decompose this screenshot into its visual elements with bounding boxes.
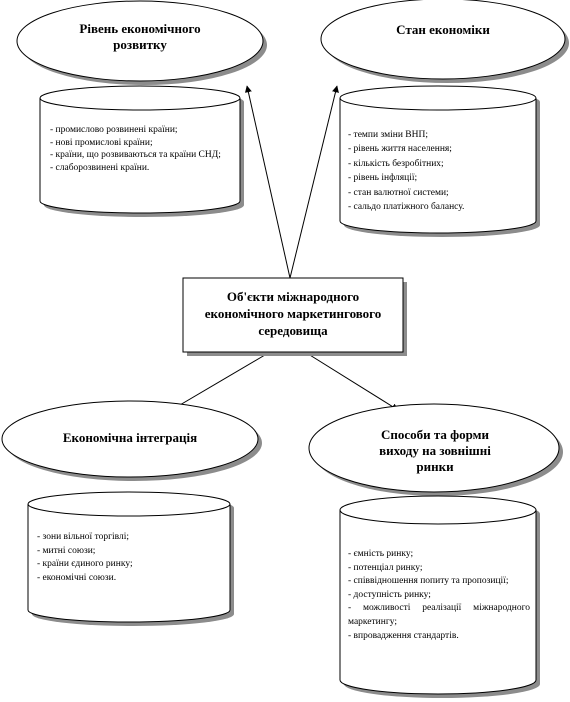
list-item: - слаборозвинені країни. (50, 162, 150, 173)
ellipse-state (321, 0, 565, 79)
list-item: - промислово розвинені країни; (50, 125, 178, 135)
list-item: - митні союзи; (37, 545, 96, 556)
state-title: Стан економіки (396, 22, 490, 37)
state-list (348, 128, 530, 214)
arrow-to-level (247, 86, 290, 278)
arrow-to-integration (168, 352, 270, 412)
list-item: - країни, що розвиваються та країни СНД; (50, 150, 221, 161)
integration-list (37, 531, 223, 585)
list-item: - кількість безробітних; (348, 158, 444, 169)
list-item: - стан валютної системи; (348, 187, 449, 198)
list-item: - економічні союзи. (37, 572, 117, 583)
list-item: - темпи зміни ВНП; (348, 130, 428, 140)
list-item: - впровадження стандартів. (348, 630, 459, 641)
arrow-to-ways (305, 352, 398, 410)
list-item: - рівень життя населення; (348, 144, 452, 155)
arrow-to-state (290, 86, 337, 278)
integration-title: Економічна інтеграція (62, 430, 198, 445)
level-title: Рівень економічного розвитку (79, 21, 201, 52)
list-item: - можливості реалізації міжнародного маркетингу; (348, 603, 530, 627)
list-item: - сальдо платіжного балансу. (348, 202, 465, 213)
list-item: - співвідношення попиту та пропозиції; (348, 576, 509, 587)
list-item: - ємність ринку; (348, 549, 414, 559)
list-item: - доступність ринку; (348, 589, 431, 600)
list-item: - країни єдиного ринку; (37, 559, 133, 569)
ways-title: Способи та форми виходу на зовнішні ринки (379, 427, 491, 474)
level-list (50, 124, 232, 174)
list-item: - рівень інфляції; (348, 173, 418, 184)
center-title: Об'єкти міжнародного економічного маркетингового середовища (204, 289, 382, 338)
list-item: - потенціал ринку; (348, 562, 423, 573)
ways-list (348, 548, 530, 643)
list-item: - зони вільної торгівлі; (37, 532, 130, 542)
list-item: - нові промислові країни; (50, 137, 153, 148)
